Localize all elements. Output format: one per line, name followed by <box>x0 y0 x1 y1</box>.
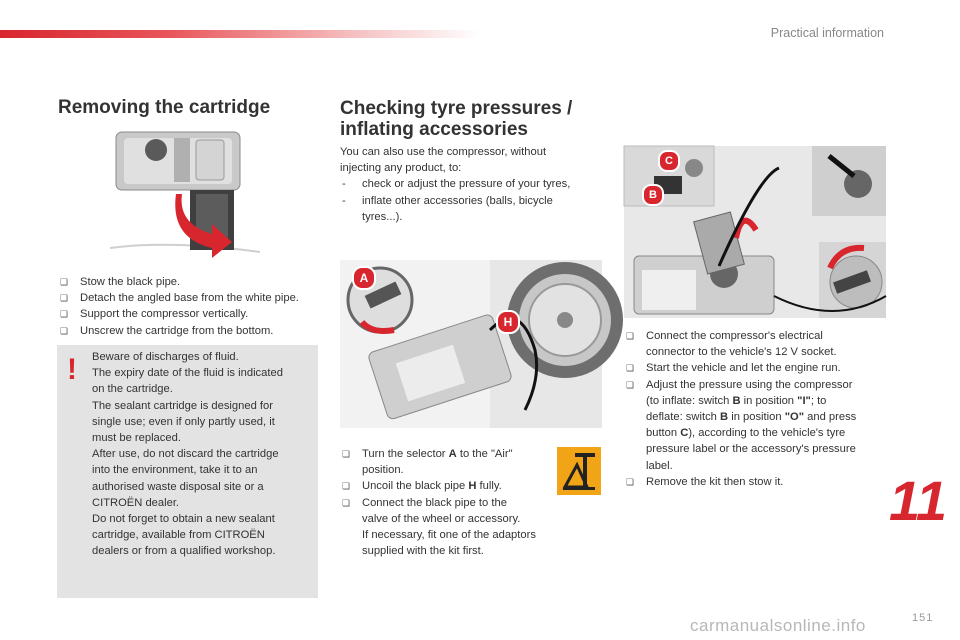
list-item: ❏ Connect the black pipe to the valve of the wheel or accessory. If necessary, fit one of the adaptors supplied with the kit first. <box>342 496 536 558</box>
header-accent-bar <box>0 30 480 38</box>
list-item: ❏ Remove the kit then stow it. <box>624 474 894 490</box>
chapter-number <box>888 469 948 532</box>
middle-steps <box>340 446 570 559</box>
bullet-icon: ❏ <box>342 497 351 508</box>
label-c: C <box>658 150 680 172</box>
heading-checking-pressures: Checking tyre pressures / inflating accessories <box>340 98 573 140</box>
warning-icon: ! <box>67 353 77 386</box>
bullet-icon: ❏ <box>626 331 635 341</box>
list-item: - inflate other accessories (balls, bicycle tyres...). <box>342 194 553 223</box>
list-item: ❏ Detach the angled base from the white pipe. <box>58 290 328 306</box>
list-item: ❏ Stow the black pipe. <box>58 274 328 290</box>
section-title: Practical information <box>770 26 884 40</box>
list-item: ❏ Support the compressor vertically. <box>58 306 328 322</box>
bullet-icon: ❏ <box>60 293 69 304</box>
list-item: ❏ Start the vehicle and let the engine run. <box>624 360 894 376</box>
jack-icon <box>557 447 601 495</box>
watermark: carmanualsonline.info <box>690 616 866 635</box>
cartridge-illustration <box>110 130 260 258</box>
list-item: ❏ Unscrew the cartridge from the bottom. <box>58 323 328 339</box>
compressor-wheel-illustration <box>340 260 602 428</box>
label-a: A <box>352 266 376 290</box>
list-item: ❏ Adjust the pressure using the compressor (to inflate: switch B in position "I"; to deflate: switch B in position "O" and press button C), according to the vehicle's tyre pressure label or the accessory's pressure label. <box>626 378 857 472</box>
bullet-icon: ❏ <box>60 277 69 287</box>
bullet-icon: ❏ <box>60 325 69 336</box>
list-item: ❏ Connect the compressor's electrical connector to the vehicle's 12 V socket. <box>626 330 837 359</box>
list-item: ❏ Uncoil the black pipe H fully. <box>340 478 570 494</box>
svg-text:11: 11 <box>888 469 948 532</box>
right-bullet-list <box>624 328 894 490</box>
list-item: - check or adjust the pressure of your tyres, <box>342 178 571 191</box>
list-item: ❏ Turn the selector A to the "Air" position. <box>342 448 513 477</box>
bullet-icon: ❏ <box>626 379 635 390</box>
bullet-icon: ❏ <box>626 476 635 487</box>
label-h: H <box>496 310 520 334</box>
compressor-socket-illustration <box>624 146 886 318</box>
label-b: B <box>642 184 664 206</box>
bullet-icon: ❏ <box>60 309 69 320</box>
left-bullet-list <box>58 274 328 339</box>
bullet-icon: ❏ <box>626 363 635 374</box>
warning-box <box>57 345 318 598</box>
bullet-icon: ❏ <box>342 481 351 492</box>
warning-text: Beware of discharges of fluid. The expiry date of the fluid is indicated on the cartridge. The sealant cartridge is designed for single use; even if only partly used, it must be replaced. After use, do not discard the cartridge into the environment, take it to an authorised waste disposal site or a CITROËN dealer. Do not forget to obtain a new sealant cartridge, available from CITROËN dealers or from a qualified workshop. <box>92 351 283 558</box>
page-number: 151 <box>912 612 934 624</box>
middle-intro: You can also use the compressor, without injecting any product, to: - check or adjust the pressure of your tyres, - inflate other accessories (balls, bicycle tyres...). <box>340 144 602 225</box>
heading-removing-cartridge: Removing the cartridge <box>58 97 271 118</box>
bullet-icon: ❏ <box>342 449 351 459</box>
